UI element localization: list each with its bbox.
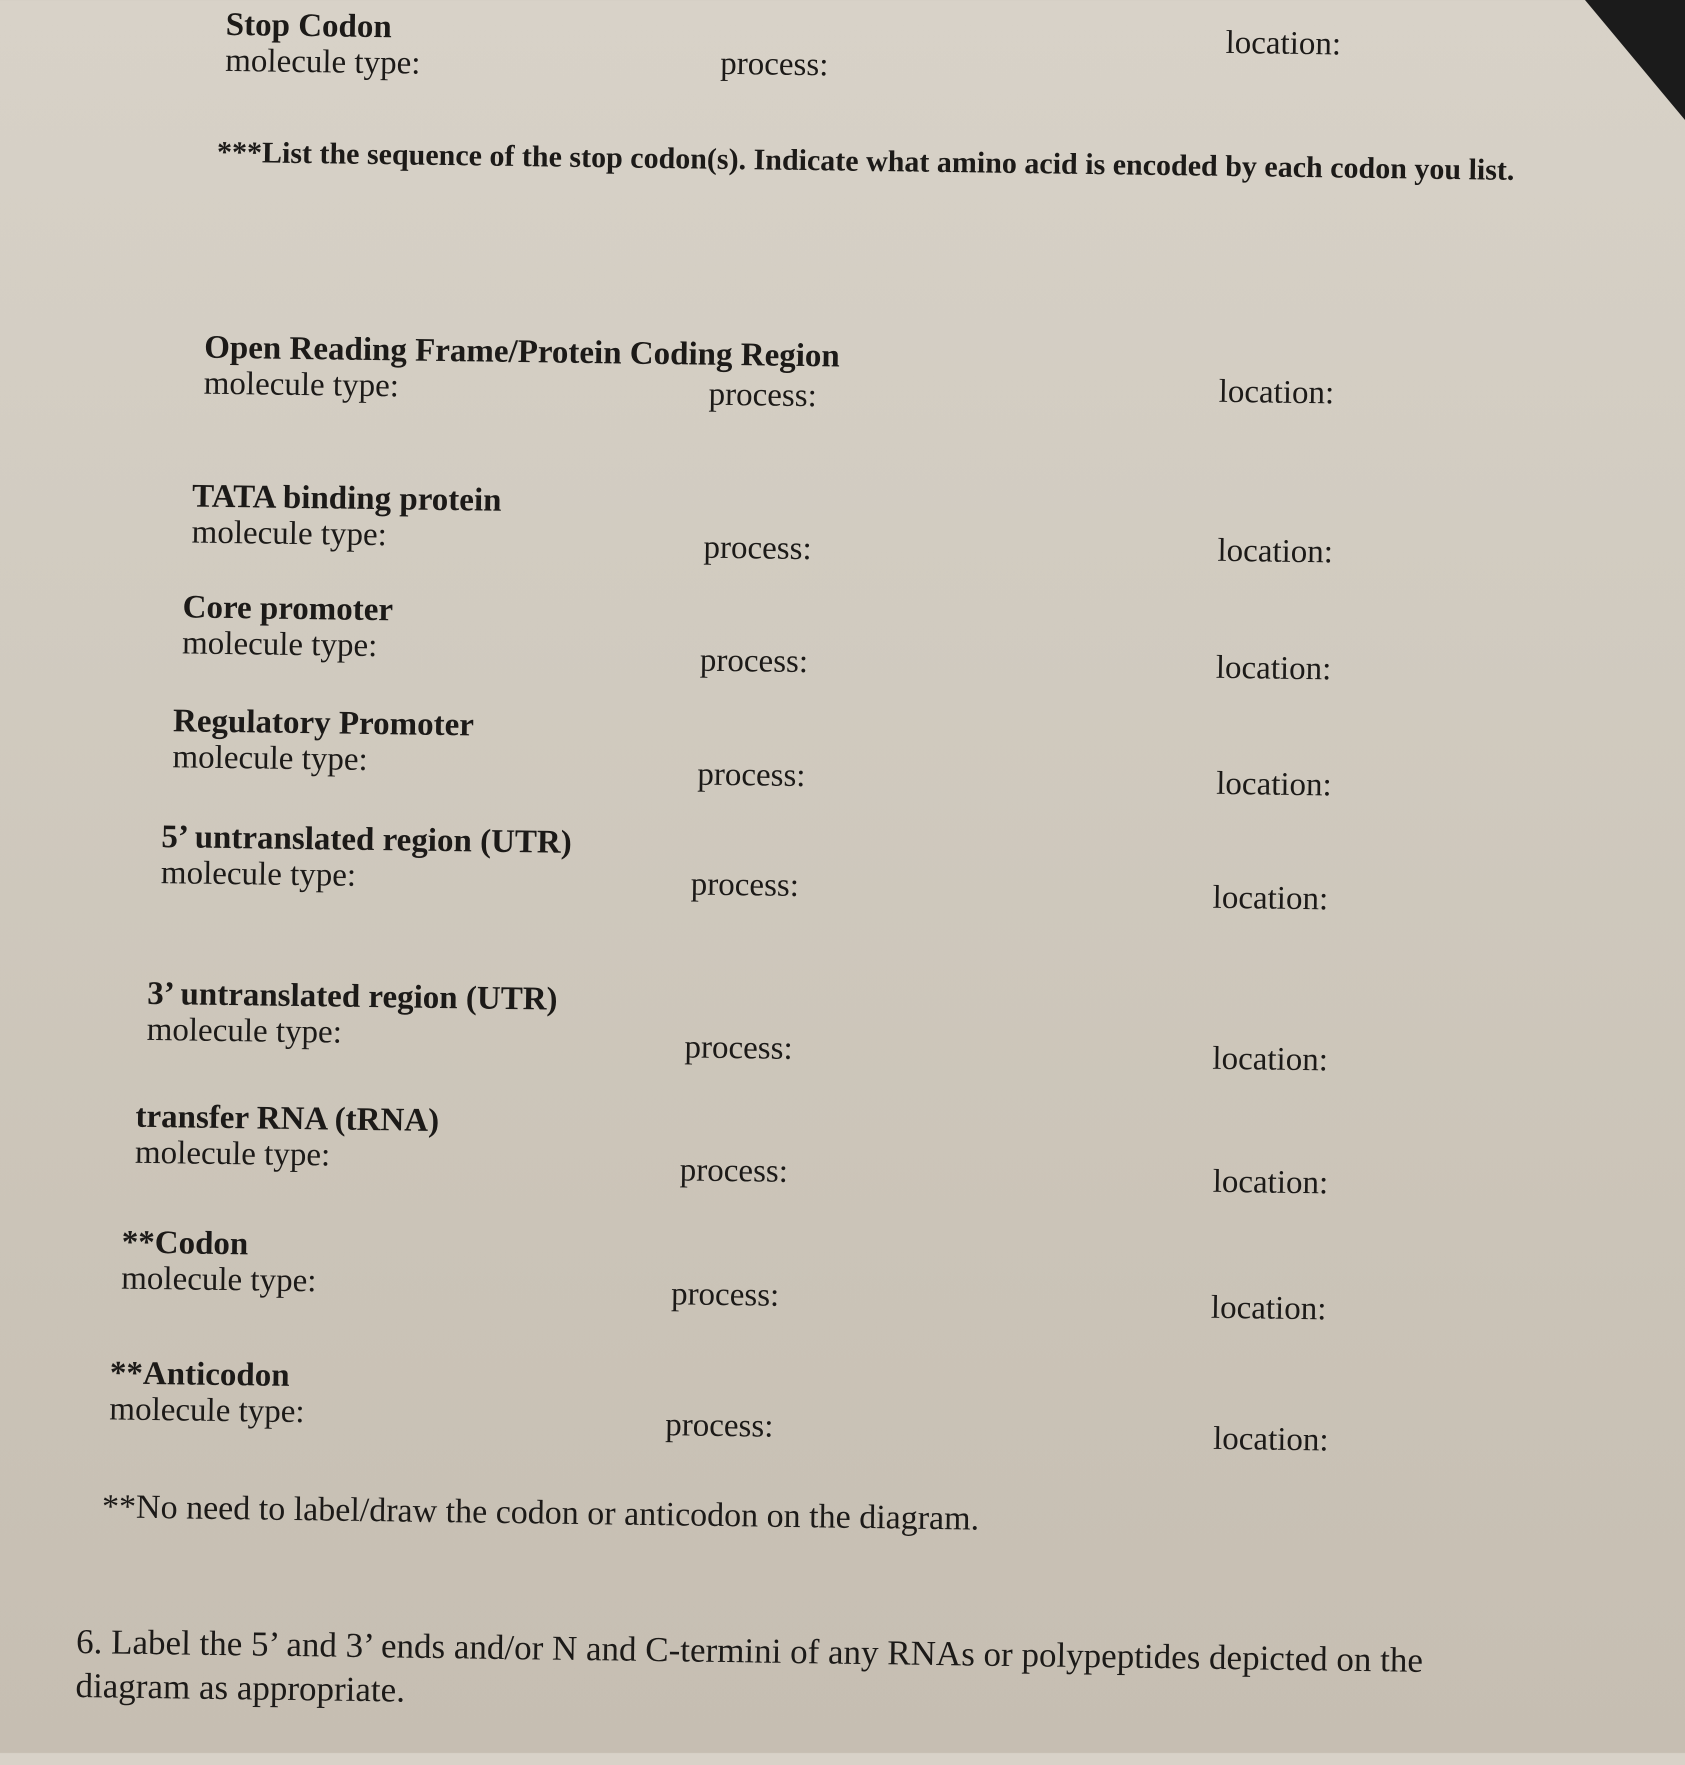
location-label: location:: [1212, 1041, 1329, 1079]
section-title: TATA binding protein: [191, 478, 502, 519]
section-tata-binding-protein: [191, 478, 1342, 570]
section-title: Stop Codon: [225, 6, 392, 46]
molecule-type-label: molecule type:: [120, 1260, 317, 1300]
molecule-type-label: molecule type:: [191, 514, 388, 554]
molecule-type-label: molecule type:: [181, 625, 378, 665]
section-title: transfer RNA (tRNA): [135, 1098, 440, 1139]
process-label: process:: [679, 1152, 789, 1191]
location-label: location:: [1215, 650, 1332, 688]
molecule-type-label: molecule type:: [203, 365, 400, 405]
molecule-type-label: molecule type:: [160, 855, 357, 895]
process-label: process:: [665, 1407, 774, 1445]
molecule-type-label: molecule type:: [134, 1135, 331, 1174]
process-label: process:: [684, 1029, 793, 1068]
location-label: location:: [1212, 1421, 1329, 1459]
section-stop-codon: [225, 7, 1366, 99]
location-label: location:: [1216, 766, 1332, 804]
process-label: process:: [697, 756, 806, 795]
section-anticodon: [109, 1355, 1330, 1459]
molecule-type-label: molecule type:: [225, 43, 421, 82]
section-3-utr: [146, 975, 1337, 1079]
codon-anticodon-note: **No need to label/draw the codon or anticodon on the diagram.: [101, 1488, 980, 1538]
section-title: Core promoter: [182, 589, 394, 629]
section-5-utr: [160, 819, 1342, 918]
process-label: process:: [690, 866, 800, 905]
question-6: 6. Label the 5’ and 3’ ends and/or N and C-termini of any RNAs or polypeptides depicted on the diagram as appropriate.: [75, 1621, 1424, 1710]
process-label: process:: [708, 376, 818, 415]
section-orf: [203, 330, 1344, 422]
process-label: process:: [720, 46, 829, 84]
section-trna: [134, 1098, 1336, 1202]
section-title: Regulatory Promoter: [172, 703, 475, 744]
molecule-type-label: molecule type:: [172, 739, 368, 779]
location-label: location:: [1217, 533, 1334, 571]
molecule-type-label: molecule type:: [146, 1012, 343, 1051]
section-title: Open Reading Frame/Protein Coding Region: [204, 329, 841, 375]
molecule-type-label: molecule type:: [109, 1391, 305, 1431]
location-label: location:: [1218, 374, 1335, 412]
process-label: process:: [703, 529, 812, 568]
process-label: process:: [670, 1276, 780, 1315]
dark-corner: [1585, 0, 1685, 120]
location-label: location:: [1210, 1290, 1327, 1328]
section-codon: [120, 1224, 1332, 1328]
section-core-promoter: [181, 589, 1343, 688]
process-label: process:: [699, 642, 809, 681]
location-label: location:: [1225, 25, 1342, 63]
section-title: 3’ untranslated region (UTR): [146, 975, 558, 1018]
section-title: **Anticodon: [109, 1355, 290, 1394]
section-regulatory-promoter: [172, 703, 1343, 804]
location-label: location:: [1212, 1164, 1329, 1202]
section-title: **Codon: [121, 1224, 249, 1263]
stop-codon-question: ***List the sequence of the stop codon(s). Indicate what amino acid is encoded by each codon you list.: [216, 135, 1515, 187]
section-title: 5’ untranslated region (UTR): [161, 819, 572, 861]
location-label: location:: [1212, 880, 1329, 918]
